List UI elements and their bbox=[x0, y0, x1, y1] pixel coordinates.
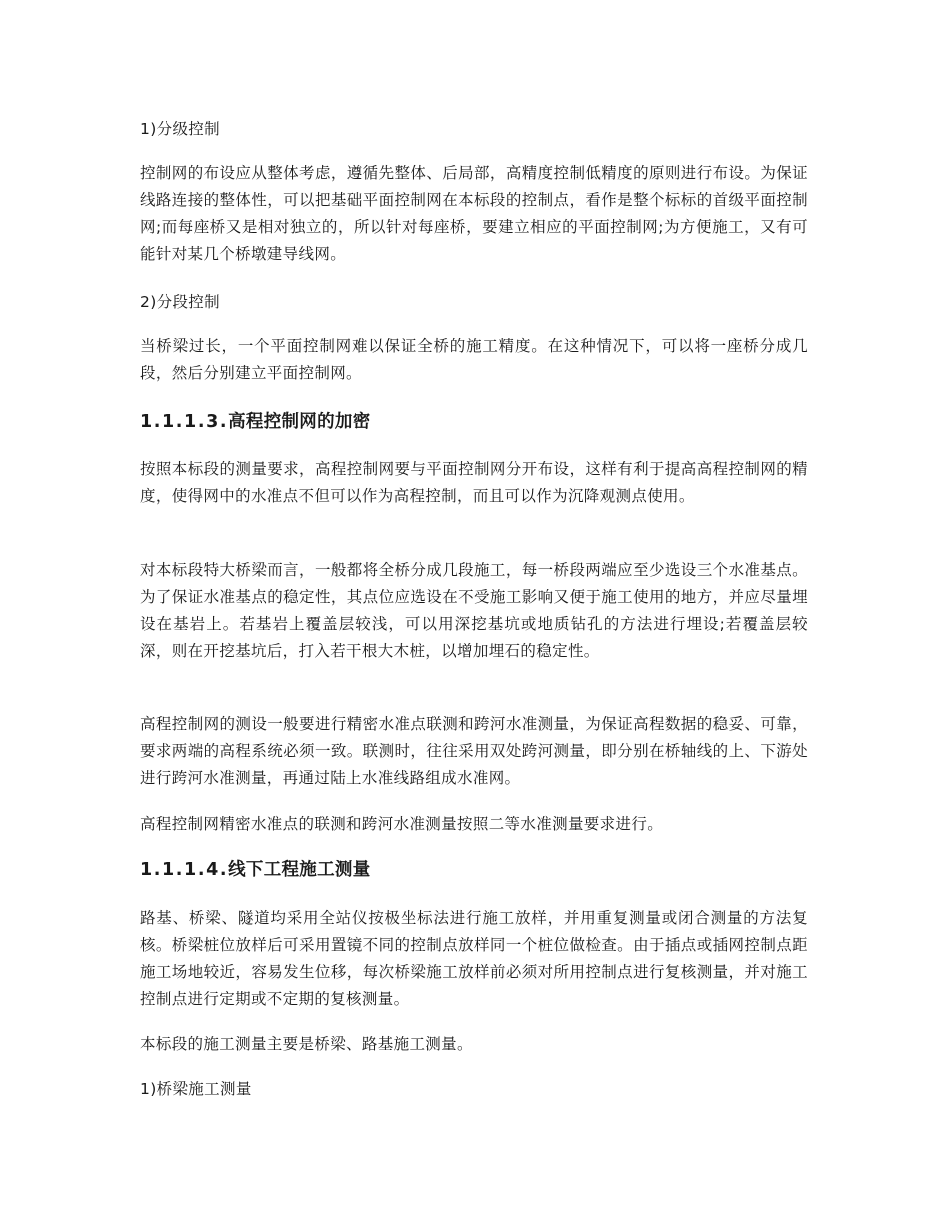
section-title: 线下工程施工测量 bbox=[228, 860, 371, 880]
section-heading-elevation-network bbox=[140, 407, 808, 437]
subsection-label-graded-control: 1)分级控制 bbox=[140, 120, 221, 138]
paragraph-benchmark-setup: 对本标段特大桥梁而言，一般都将全桥分成几段施工，每一桥段两端应至少选设三个水准基点。为了保证水准基点的稳定性，其点位应选设在不受施工影响又便于施工使用的地方，并应尽量埋设在基岩上。若基岩上覆盖层较浅，可以用深挖基坑或地质钻孔的方法进行埋设;若覆盖层较深，则在开挖基坑后，打入若干根大木桩，以增加埋石的稳定性。 bbox=[140, 561, 808, 660]
paragraph-stakeout-method: 路基、桥梁、隧道均采用全站仪按极坐标法进行施工放样，并用重复测量或闭合测量的方法复核。桥梁桩位放样后可采用置镜不同的控制点放样同一个桩位做检查。由于插点或插网控制点距施工场地较近，容易发生位移，每次桥梁施工放样前必须对所用控制点进行复核测量，并对施工控制点进行定期或不定期的复核测量。 bbox=[140, 909, 808, 1008]
subsection-label-bridge-survey: 1)桥梁施工测量 bbox=[140, 1080, 252, 1098]
paragraph-graded-control: 控制网的布设应从整体考虑，遵循先整体、后局部，高精度控制低精度的原则进行布设。为保证线路连接的整体性，可以把基础平面控制网在本标段的控制点，看作是整个标标的首级平面控制网;而每座桥又是相对独立的，所以针对每座桥，要建立相应的平面控制网;为方便施工，又有可能针对某几个桥墩建导线网。 bbox=[140, 164, 808, 263]
section-number: 1.1.1.4. bbox=[140, 860, 229, 880]
section-number: 1.1.1.3. bbox=[140, 412, 229, 432]
paragraph-second-class-leveling: 高程控制网精密水准点的联测和跨河水准测量按照二等水准测量要求进行。 bbox=[140, 815, 664, 833]
section-heading-construction-survey bbox=[140, 855, 808, 885]
paragraph-cross-river-leveling: 高程控制网的测设一般要进行精密水准点联测和跨河水准测量，为保证高程数据的稳妥、可靠，要求两端的高程系统必须一致。联测时，往往采用双处跨河测量，即分别在桥轴线的上、下游处进行跨河水准测量，再通过陆上水准线路组成水准网。 bbox=[140, 715, 808, 787]
subsection-label-segmented-control: 2)分段控制 bbox=[140, 293, 221, 311]
paragraph-segmented-control: 当桥梁过长，一个平面控制网难以保证全桥的施工精度。在这种情况下，可以将一座桥分成几段，然后分别建立平面控制网。 bbox=[140, 337, 808, 382]
paragraph-elevation-requirements: 按照本标段的测量要求，高程控制网要与平面控制网分开布设，这样有利于提高高程控制网的精度，使得网中的水准点不但可以作为高程控制，而且可以作为沉降观测点使用。 bbox=[140, 460, 808, 505]
paragraph-survey-scope: 本标段的施工测量主要是桥梁、路基施工测量。 bbox=[140, 1035, 473, 1053]
section-title: 高程控制网的加密 bbox=[228, 412, 371, 432]
